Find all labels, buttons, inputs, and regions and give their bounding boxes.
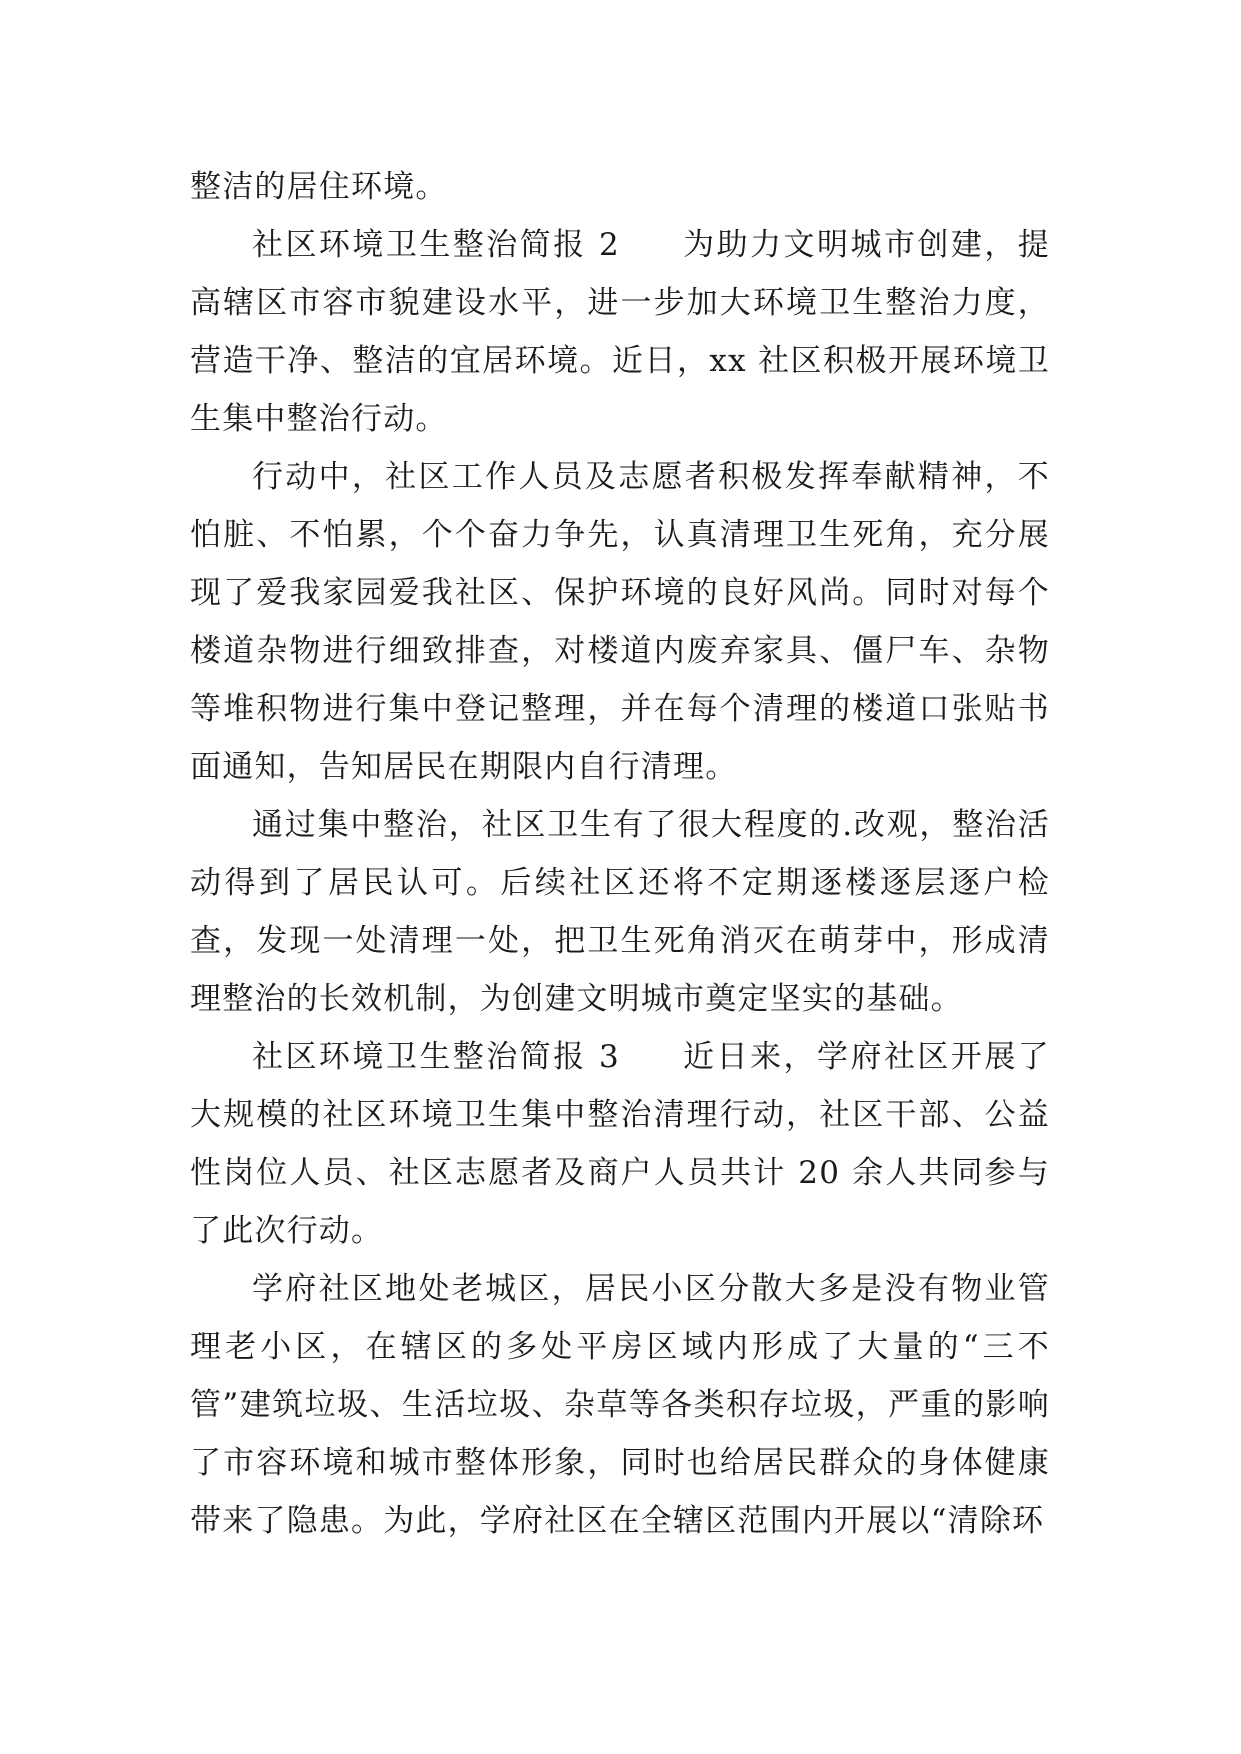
paragraph-3 bbox=[190, 448, 1050, 796]
paragraph-text: 通过集中整治，社区卫生有了很大程度的.改观，整治活动得到了居民认可。后续社区还将不定期逐楼逐层逐户检查，发现一处清理一处，把卫生死角消灭在萌芽中，形成清理整治的长效机制，为创建文明城市奠定坚实的基础。 bbox=[190, 807, 1050, 1017]
paragraph-text: 整洁的居住环境。 bbox=[190, 169, 448, 205]
paragraph-text: 学府社区地处老城区，居民小区分散大多是没有物业管理老小区，在辖区的多处平房区域内形成了大量的“三不管”建筑垃圾、生活垃圾、杂草等各类积存垃圾，严重的影响了市容环境和城市整体形象，同时也给居民群众的身体健康带来了隐患。为此，学府社区在全辖区范围内开展以“清除环 bbox=[190, 1271, 1050, 1539]
section-heading: 社区环境卫生整治简报 2 bbox=[252, 227, 620, 263]
paragraph-text: 行动中，社区工作人员及志愿者积极发挥奉献精神，不怕脏、不怕累，个个奋力争先，认真清理卫生死角，充分展现了爱我家园爱我社区、保护环境的良好风尚。同时对每个楼道杂物进行细致排查，对楼道内废弃家具、僵尸车、杂物等堆积物进行集中登记整理，并在每个清理的楼道口张贴书面通知，告知居民在期限内自行清理。 bbox=[190, 459, 1050, 785]
paragraph-6 bbox=[190, 1260, 1050, 1550]
paragraph-text: 为助力文明城市创建，提高辖区市容市貌建设水平，进一步加大环境卫生整治力度，营造干净、整洁的宜居环境。近日，xx 社区积极开展环境卫生集中整治行动。 bbox=[190, 227, 1050, 437]
document-body bbox=[190, 158, 1050, 1550]
paragraph-4 bbox=[190, 796, 1050, 1028]
paragraph-1 bbox=[190, 158, 1050, 216]
paragraph-5 bbox=[190, 1028, 1050, 1260]
paragraph-2 bbox=[190, 216, 1050, 448]
section-heading: 社区环境卫生整治简报 3 bbox=[252, 1039, 620, 1075]
paragraph-text: 近日来，学府社区开展了大规模的社区环境卫生集中整治清理行动，社区干部、公益性岗位人员、社区志愿者及商户人员共计 20 余人共同参与了此次行动。 bbox=[190, 1039, 1050, 1249]
